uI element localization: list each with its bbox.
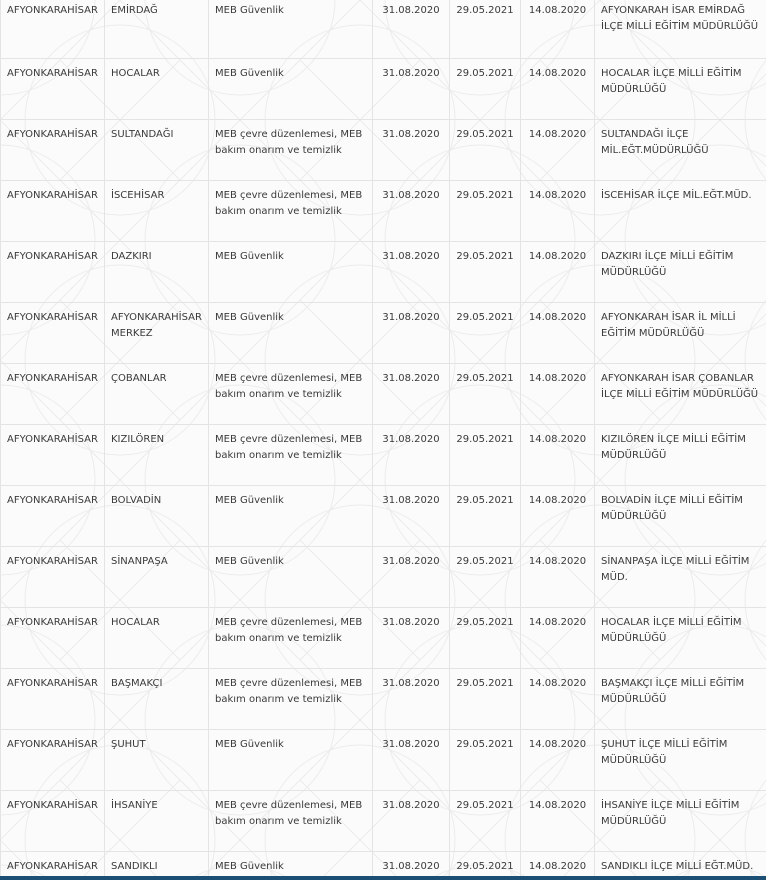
- cell-hizmet: MEB Güvenlik: [209, 486, 373, 547]
- cell-ilce: EMİRDAĞ: [105, 0, 209, 59]
- cell-il: AFYONKARAHİSAR: [1, 120, 105, 181]
- cell-tarih-1: 31.08.2020: [373, 242, 450, 303]
- cell-tarih-3: 14.08.2020: [521, 120, 595, 181]
- cell-ilce: BAŞMAKÇI: [105, 669, 209, 730]
- cell-kurum: İHSANİYE İLÇE MİLLİ EĞİTİM MÜDÜRLÜĞÜ: [595, 791, 766, 852]
- cell-tarih-3: 14.08.2020: [521, 486, 595, 547]
- cell-kurum: AFYONKARAH İSAR EMİRDAĞ İLÇE MİLLİ EĞİTİM MÜDÜRLÜĞÜ: [595, 0, 766, 59]
- cell-ilce: SULTANDAĞI: [105, 120, 209, 181]
- cell-il: AFYONKARAHİSAR: [1, 730, 105, 791]
- cell-kurum: HOCALAR İLÇE MİLLİ EĞİTİM MÜDÜRLÜĞÜ: [595, 608, 766, 669]
- table-row: [1, 59, 766, 120]
- cell-tarih-3: 14.08.2020: [521, 181, 595, 242]
- cell-il: AFYONKARAHİSAR: [1, 303, 105, 364]
- cell-ilce: ŞUHUT: [105, 730, 209, 791]
- cell-tarih-1: 31.08.2020: [373, 730, 450, 791]
- cell-ilce: HOCALAR: [105, 608, 209, 669]
- table-row: [1, 608, 766, 669]
- cell-ilce: AFYONKARAHİSAR MERKEZ: [105, 303, 209, 364]
- table-row: [1, 242, 766, 303]
- cell-tarih-1: 31.08.2020: [373, 486, 450, 547]
- cell-il: AFYONKARAHİSAR: [1, 669, 105, 730]
- cell-tarih-2: 29.05.2021: [450, 730, 521, 791]
- cell-tarih-2: 29.05.2021: [450, 791, 521, 852]
- cell-hizmet: MEB Güvenlik: [209, 59, 373, 120]
- cell-tarih-1: 31.08.2020: [373, 59, 450, 120]
- cell-tarih-2: 29.05.2021: [450, 425, 521, 486]
- cell-il: AFYONKARAHİSAR: [1, 181, 105, 242]
- cell-tarih-2: 29.05.2021: [450, 242, 521, 303]
- cell-tarih-2: 29.05.2021: [450, 0, 521, 59]
- cell-tarih-1: 31.08.2020: [373, 120, 450, 181]
- cell-tarih-2: 29.05.2021: [450, 59, 521, 120]
- cell-tarih-1: 31.08.2020: [373, 608, 450, 669]
- cell-tarih-1: 31.08.2020: [373, 303, 450, 364]
- cell-hizmet: MEB Güvenlik: [209, 0, 373, 59]
- cell-tarih-3: 14.08.2020: [521, 425, 595, 486]
- cell-hizmet: MEB Güvenlik: [209, 730, 373, 791]
- cell-tarih-3: 14.08.2020: [521, 59, 595, 120]
- cell-tarih-3: 14.08.2020: [521, 608, 595, 669]
- cell-tarih-2: 29.05.2021: [450, 669, 521, 730]
- cell-hizmet: MEB çevre düzenlemesi, MEB bakım onarım ve temizlik: [209, 120, 373, 181]
- cell-kurum: SİNANPAŞA İLÇE MİLLİ EĞİTİM MÜD.: [595, 547, 766, 608]
- cell-ilce: BOLVADİN: [105, 486, 209, 547]
- table-row: [1, 303, 766, 364]
- cell-tarih-1: 31.08.2020: [373, 425, 450, 486]
- cell-tarih-3: 14.08.2020: [521, 242, 595, 303]
- cell-il: AFYONKARAHİSAR: [1, 59, 105, 120]
- cell-tarih-2: 29.05.2021: [450, 608, 521, 669]
- cell-tarih-2: 29.05.2021: [450, 120, 521, 181]
- cell-tarih-3: 14.08.2020: [521, 547, 595, 608]
- cell-tarih-1: 31.08.2020: [373, 181, 450, 242]
- cell-ilce: SANDIKLI: [105, 852, 209, 880]
- cell-tarih-3: 14.08.2020: [521, 791, 595, 852]
- cell-il: AFYONKARAHİSAR: [1, 364, 105, 425]
- cell-tarih-2: 29.05.2021: [450, 303, 521, 364]
- cell-kurum: SULTANDAĞI İLÇE MİL.EĞT.MÜDÜRLÜĞÜ: [595, 120, 766, 181]
- table-row: [1, 120, 766, 181]
- cell-kurum: KIZILÖREN İLÇE MİLLİ EĞİTİM MÜDÜRLÜĞÜ: [595, 425, 766, 486]
- cell-ilce: SİNANPAŞA: [105, 547, 209, 608]
- cell-ilce: İHSANİYE: [105, 791, 209, 852]
- table-row: [1, 547, 766, 608]
- cell-tarih-1: 31.08.2020: [373, 0, 450, 59]
- bottom-bar: [0, 876, 766, 880]
- cell-kurum: BAŞMAKÇI İLÇE MİLLİ EĞİTİM MÜDÜRLÜĞÜ: [595, 669, 766, 730]
- cell-kurum: DAZKIRI İLÇE MİLLİ EĞİTİM MÜDÜRLÜĞÜ: [595, 242, 766, 303]
- cell-kurum: ŞUHUT İLÇE MİLLİ EĞİTİM MÜDÜRLÜĞÜ: [595, 730, 766, 791]
- table-row: [1, 364, 766, 425]
- table-row: [1, 486, 766, 547]
- cell-hizmet: MEB çevre düzenlemesi, MEB bakım onarım ve temizlik: [209, 425, 373, 486]
- cell-tarih-3: 14.08.2020: [521, 0, 595, 59]
- cell-tarih-3: 14.08.2020: [521, 852, 595, 880]
- table-row: [1, 669, 766, 730]
- cell-il: AFYONKARAHİSAR: [1, 547, 105, 608]
- cell-tarih-3: 14.08.2020: [521, 730, 595, 791]
- cell-kurum: AFYONKARAH İSAR İL MİLLİ EĞİTİM MÜDÜRLÜĞÜ: [595, 303, 766, 364]
- table-row: [1, 730, 766, 791]
- cell-kurum: SANDIKLI İLÇE MİLLİ EĞT.MÜD.: [595, 852, 766, 880]
- cell-tarih-1: 31.08.2020: [373, 852, 450, 880]
- cell-hizmet: MEB Güvenlik: [209, 303, 373, 364]
- cell-hizmet: MEB Güvenlik: [209, 852, 373, 880]
- cell-il: AFYONKARAHİSAR: [1, 0, 105, 59]
- cell-ilce: HOCALAR: [105, 59, 209, 120]
- cell-tarih-1: 31.08.2020: [373, 364, 450, 425]
- cell-kurum: AFYONKARAH İSAR ÇOBANLAR İLÇE MİLLİ EĞİTİM MÜDÜRLÜĞÜ: [595, 364, 766, 425]
- cell-kurum: BOLVADİN İLÇE MİLLİ EĞİTİM MÜDÜRLÜĞÜ: [595, 486, 766, 547]
- cell-il: AFYONKARAHİSAR: [1, 608, 105, 669]
- cell-il: AFYONKARAHİSAR: [1, 791, 105, 852]
- table-row: [1, 181, 766, 242]
- cell-il: AFYONKARAHİSAR: [1, 852, 105, 880]
- cell-tarih-2: 29.05.2021: [450, 181, 521, 242]
- table-row: [1, 791, 766, 852]
- cell-il: AFYONKARAHİSAR: [1, 486, 105, 547]
- cell-hizmet: MEB çevre düzenlemesi, MEB bakım onarım ve temizlik: [209, 364, 373, 425]
- cell-tarih-3: 14.08.2020: [521, 364, 595, 425]
- cell-tarih-2: 29.05.2021: [450, 364, 521, 425]
- table-row: [1, 425, 766, 486]
- cell-hizmet: MEB çevre düzenlemesi, MEB bakım onarım ve temizlik: [209, 791, 373, 852]
- cell-tarih-2: 29.05.2021: [450, 852, 521, 880]
- table-body: [1, 0, 766, 880]
- cell-hizmet: MEB Güvenlik: [209, 547, 373, 608]
- table-row: [1, 0, 766, 59]
- cell-hizmet: MEB çevre düzenlemesi, MEB bakım onarım ve temizlik: [209, 608, 373, 669]
- cell-kurum: İSCEHİSAR İLÇE MİL.EĞT.MÜD.: [595, 181, 766, 242]
- cell-kurum: HOCALAR İLÇE MİLLİ EĞİTİM MÜDÜRLÜĞÜ: [595, 59, 766, 120]
- cell-tarih-3: 14.08.2020: [521, 669, 595, 730]
- cell-tarih-3: 14.08.2020: [521, 303, 595, 364]
- cell-ilce: DAZKIRI: [105, 242, 209, 303]
- cell-il: AFYONKARAHİSAR: [1, 425, 105, 486]
- cell-hizmet: MEB çevre düzenlemesi, MEB bakım onarım ve temizlik: [209, 669, 373, 730]
- cell-hizmet: MEB çevre düzenlemesi, MEB bakım onarım ve temizlik: [209, 181, 373, 242]
- cell-ilce: ÇOBANLAR: [105, 364, 209, 425]
- cell-hizmet: MEB Güvenlik: [209, 242, 373, 303]
- cell-tarih-1: 31.08.2020: [373, 547, 450, 608]
- cell-tarih-1: 31.08.2020: [373, 791, 450, 852]
- cell-tarih-2: 29.05.2021: [450, 486, 521, 547]
- cell-ilce: KIZILÖREN: [105, 425, 209, 486]
- cell-tarih-2: 29.05.2021: [450, 547, 521, 608]
- cell-tarih-1: 31.08.2020: [373, 669, 450, 730]
- cell-il: AFYONKARAHİSAR: [1, 242, 105, 303]
- cell-ilce: İSCEHİSAR: [105, 181, 209, 242]
